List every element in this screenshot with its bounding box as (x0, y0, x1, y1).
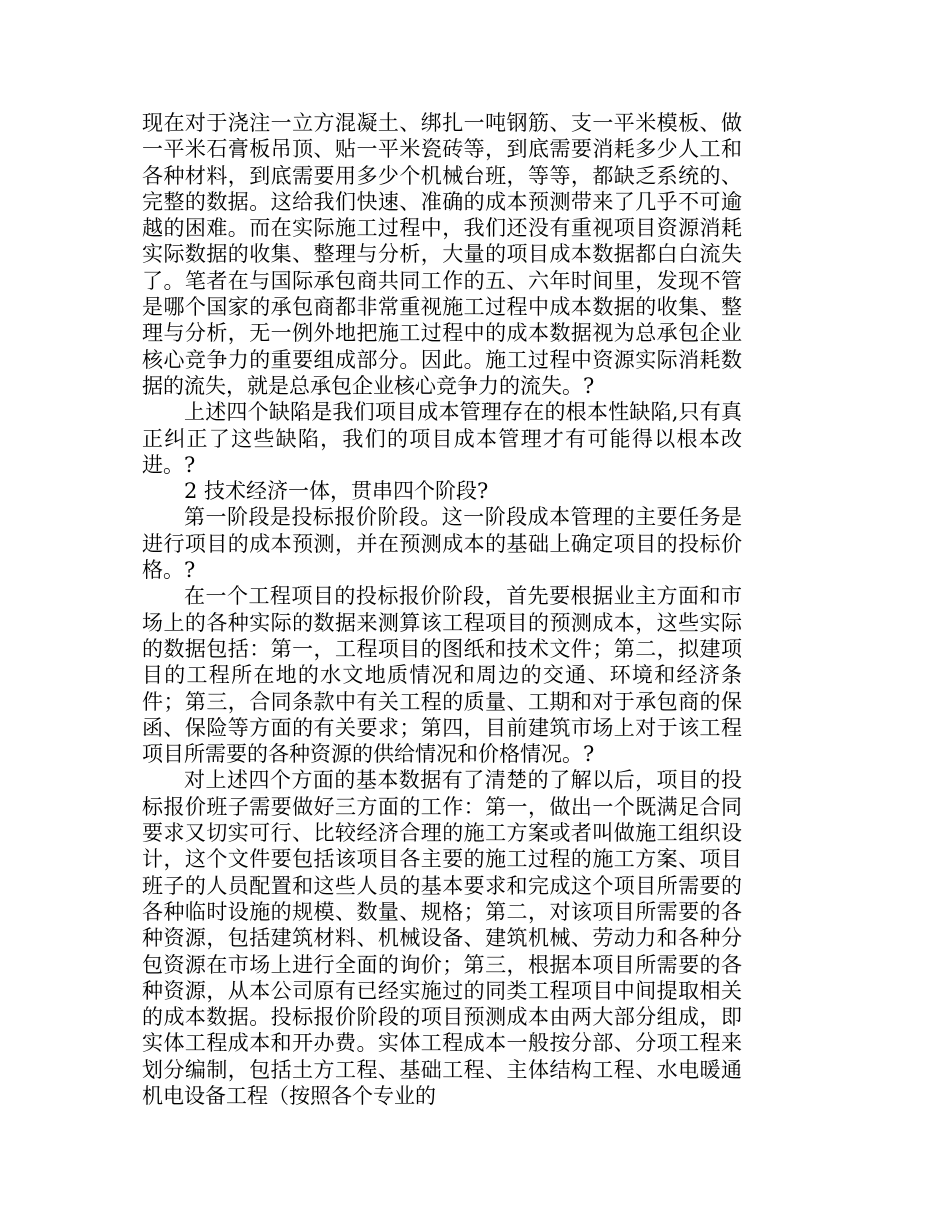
paragraph-1: 现在对于浇注一立方混凝土、绑扎一吨钢筋、支一平米模板、做一平米石膏板吊顶、贴一平米瓷砖等，到底需要消耗多少人工和各种材料，到底需要用多少个机械台班，等等，都缺乏系统的、完整的数据。这给我们快速、准确的成本预测带来了几乎不可逾越的困难。而在实际施工过程中，我们还没有重视项目资源消耗实际数据的收集、整理与分析，大量的项目成本数据都白白流失了。笔者在与国际承包商共同工作的五、六年时间里，发现不管是哪个国家的承包商都非常重视施工过程中成本数据的收集、整理与分析，无一例外地把施工过程中的成本数据视为总承包企业核心竞争力的重要组成部分。因此。施工过程中资源实际消耗数据的流失，就是总承包企业核心竞争力的流失。? (142, 111, 742, 398)
paragraph-2: 上述四个缺陷是我们项目成本管理存在的根本性缺陷,只有真正纠正了这些缺陷，我们的项目成本管理才有可能得以根本改进。? (142, 400, 742, 477)
paragraph-5: 对上述四个方面的基本数据有了清楚的了解以后，项目的投标报价班子需要做好三方面的工作：第一，做出一个既满足合同要求又切实可行、比较经济合理的施工方案或者叫做施工组织设计，这个文件要包括该项目各主要的施工过程的施工方案、项目班子的人员配置和这些人员的基本要求和完成这个项目所需要的各种临时设施的规模、数量、规格；第二，对该项目所需要的各种资源，包括建筑材料、机械设备、建筑机械、劳动力和各种分包资源在市场上进行全面的询价；第三，根据本项目所需要的各种资源，从本公司原有已经实施过的同类工程项目中间提取相关的成本数据。投标报价阶段的项目预测成本由两大部分组成，即实体工程成本和开办费。实体工程成本一般按分部、分项工程来划分编制，包括土方工程、基础工程、主体结构工程、水电暖通机电设备工程（按照各个专业的 (142, 768, 742, 1108)
section-heading: 2 技术经济一体，贯串四个阶段? (184, 479, 489, 504)
paragraph-4: 在一个工程项目的投标报价阶段，首先要根据业主方面和市场上的各种实际的数据来测算该工程项目的预测成本，这些实际的数据包括：第一，工程项目的图纸和技术文件；第二，拟建项目的工程所在地的水文地质情况和周边的交通、环境和经济条件；第三，合同条款中有关工程的质量、工期和对于承包商的保函、保险等方面的有关要求；第四，目前建筑市场上对于该工程项目所需要的各种资源的供给情况和价格情况。? (142, 584, 742, 767)
paragraph-3: 第一阶段是投标报价阶段。这一阶段成本管理的主要任务是进行项目的成本预测，并在预测成本的基础上确定项目的投标价格。? (142, 505, 742, 583)
document-page (142, 110, 742, 1109)
